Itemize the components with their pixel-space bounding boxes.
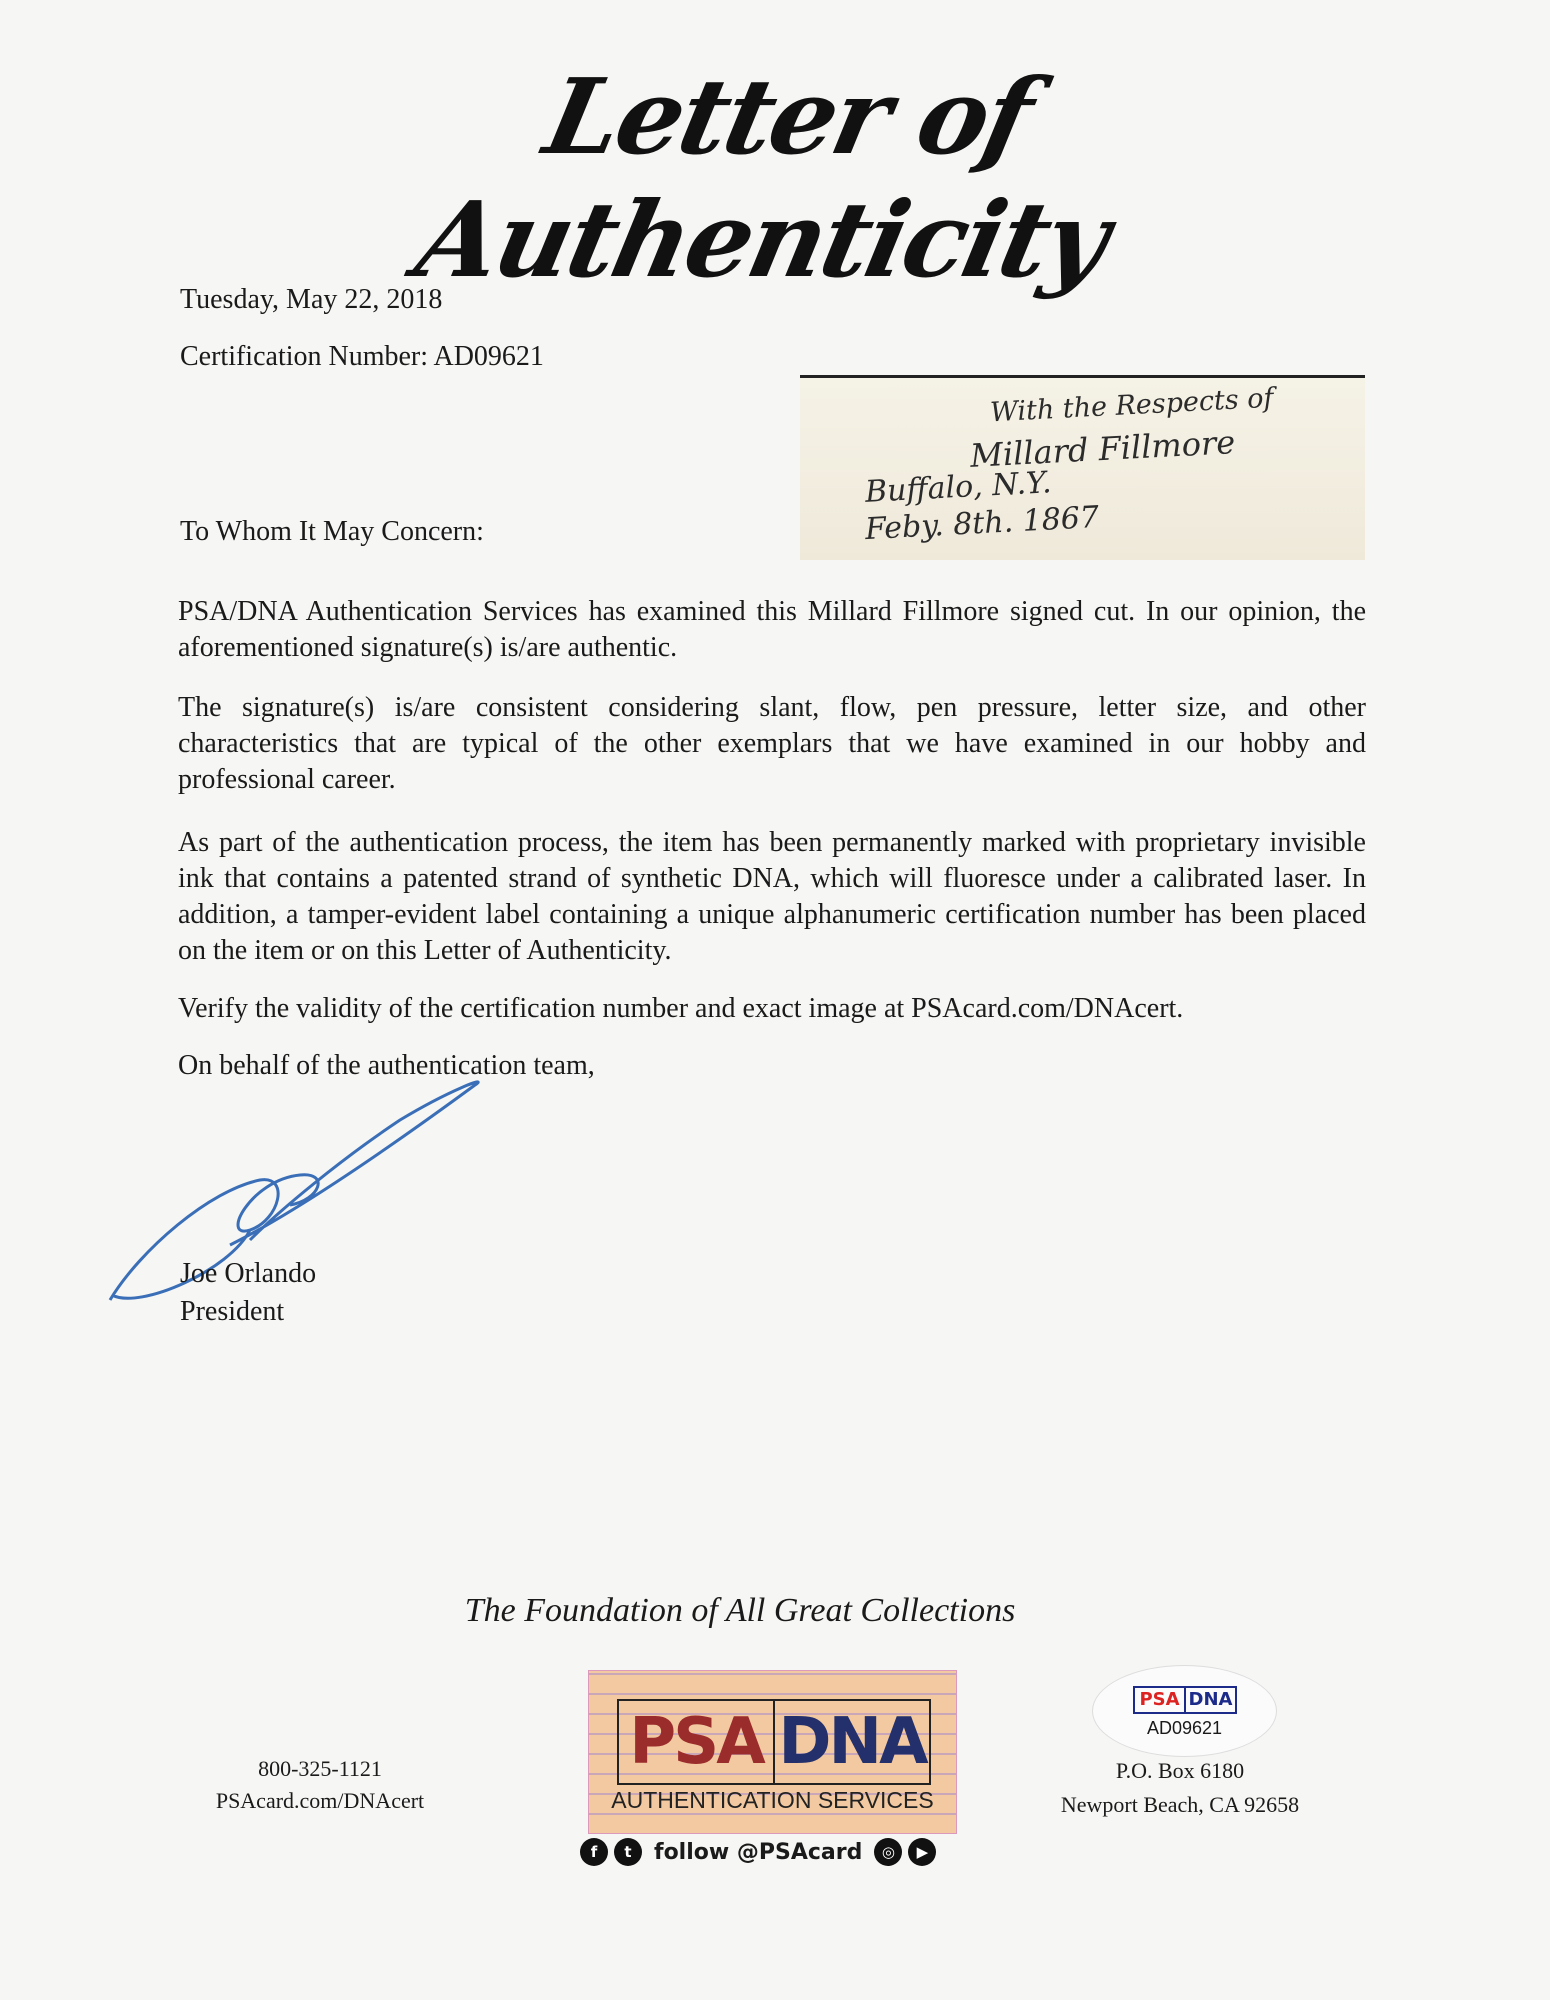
twitter-icon[interactable]: t xyxy=(614,1838,642,1866)
letter-date: Tuesday, May 22, 2018 xyxy=(180,284,443,315)
signer-title: President xyxy=(180,1296,285,1327)
logo-subtitle: AUTHENTICATION SERVICES xyxy=(611,1787,934,1813)
footer-address-1: P.O. Box 6180 xyxy=(1115,1758,1245,1783)
sticker-number: AD09621 xyxy=(1146,1718,1223,1738)
sticker-logo xyxy=(1133,1686,1237,1714)
letter-title: Letter of Authenticity xyxy=(406,55,1118,301)
inscription-date: Feby. 8th. 1867 xyxy=(864,499,1100,548)
youtube-icon[interactable]: ▶ xyxy=(908,1838,936,1866)
instagram-icon[interactable]: ◎ xyxy=(874,1838,902,1866)
paragraph: As part of the authentication process, the item has been permanently marked with proprietary invisible ink that contains a patented strand of synthetic DNA, which will fluoresce under a calibrated laser. In addition, a tamper-evident label containing a unique alphanumeric certification number has been placed on the item or on this Letter of Authenticity. xyxy=(178,827,1366,966)
certification-sticker xyxy=(1092,1665,1277,1757)
footer-website[interactable]: PSAcard.com/DNAcert xyxy=(215,1788,425,1813)
psa-dna-logo xyxy=(588,1670,957,1834)
salutation: To Whom It May Concern: xyxy=(180,516,484,547)
footer-phone: 800-325-1121 xyxy=(258,1756,382,1781)
follow-label[interactable]: follow @PSAcard xyxy=(654,1839,863,1865)
footer-tagline: The Foundation of All Great Collections xyxy=(464,1592,1016,1629)
certification-number: Certification Number: AD09621 xyxy=(180,341,544,372)
inscription-line: With the Respects of xyxy=(989,382,1275,429)
footer-address-2: Newport Beach, CA 92658 xyxy=(1060,1792,1300,1817)
paragraph: PSA/DNA Authentication Services has examined this Millard Fillmore signed cut. In our opinion, the aforementioned signature(s) is/are authentic. xyxy=(178,596,1366,663)
logo-psa: PSA xyxy=(619,1701,775,1783)
logo-dna: DNA xyxy=(778,1705,926,1779)
fillmore-signature: Millard Fillmore xyxy=(969,423,1237,475)
facebook-icon[interactable]: f xyxy=(580,1838,608,1866)
signer-name: Joe Orlando xyxy=(180,1258,317,1289)
verify-paragraph: Verify the validity of the certification number and exact image at PSAcard.com/DNAcert. xyxy=(178,993,1184,1024)
signed-cut-image xyxy=(800,375,1365,560)
sticker-psa: PSA xyxy=(1139,1689,1180,1710)
social-follow xyxy=(580,1838,936,1866)
sticker-dna: DNA xyxy=(1184,1688,1235,1712)
paragraph: The signature(s) is/are consistent considering slant, flow, pen pressure, letter size, and other characteristics that are typical of the other exemplars that we have examined in our hobby and professional career. xyxy=(178,692,1366,795)
closing: On behalf of the authentication team, xyxy=(178,1050,595,1081)
inscription-place: Buffalo, N.Y. xyxy=(864,465,1053,510)
